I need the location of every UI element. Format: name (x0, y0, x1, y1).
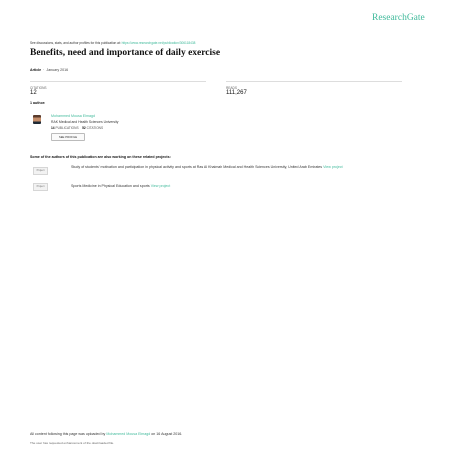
reads-divider (226, 81, 402, 82)
view-project-link[interactable]: View project (150, 184, 171, 188)
publication-url-link[interactable]: https://www.researchgate.net/publication/306118438 (121, 41, 196, 45)
reads-value: 111,267 (226, 90, 247, 96)
project-thumbnail: Project (33, 183, 48, 191)
project-title: Study of students' motivation and participation in physical activity and sports at Ras Al Khaimah Medical and Health Sciences University, United Arab Emirates (71, 165, 323, 169)
citations-value: 12 (30, 90, 37, 96)
author-institution: RAK Medical and Health Sciences University (51, 120, 119, 124)
project-item (71, 165, 416, 170)
project-title: Sports Medicine in Physical Education and sports (71, 184, 150, 188)
paper-meta: Article · January 2016 (30, 68, 69, 72)
author-publications-count: 14 (51, 126, 55, 130)
author-name-link[interactable]: Mohammed Mousa Elmagd (51, 114, 95, 118)
upload-suffix: on 16 August 2016. (151, 432, 183, 436)
upload-prefix: All content following this page was uploaded by (30, 432, 106, 436)
paper-type: Article (30, 68, 42, 72)
citations-divider (30, 81, 206, 82)
author-avatar[interactable] (33, 115, 41, 124)
project-item (71, 184, 416, 189)
author-citations-label: CITATIONS (86, 126, 104, 130)
project-thumbnail: Project (33, 167, 48, 175)
paper-date: January 2016 (46, 68, 69, 72)
author-publications-label: PUBLICATIONS (55, 126, 79, 130)
citations-label: CITATIONS (30, 86, 47, 90)
projects-heading: Some of the authors of this publication are also working on these related projects: (30, 155, 171, 159)
discussions-prefix: See discussions, stats, and author profiles for this publication at: (30, 41, 121, 45)
authors-heading: 1 author: (30, 101, 46, 105)
enhancement-note: The user has requested enhancement of the downloaded file. (30, 441, 115, 445)
researchgate-logo[interactable]: ResearchGate (372, 13, 425, 23)
discussions-line (30, 41, 195, 45)
see-profile-button[interactable]: SEE PROFILE (51, 133, 85, 141)
paper-title: Benefits, need and importance of daily exercise (30, 48, 221, 58)
author-citations-count: 52 (82, 126, 86, 130)
reads-label: READS (226, 86, 237, 90)
view-project-link[interactable]: View project (323, 165, 343, 169)
upload-note (30, 432, 182, 436)
author-stats (51, 126, 103, 130)
uploader-link[interactable]: Mohammed Mousa Elmagd (106, 432, 151, 436)
